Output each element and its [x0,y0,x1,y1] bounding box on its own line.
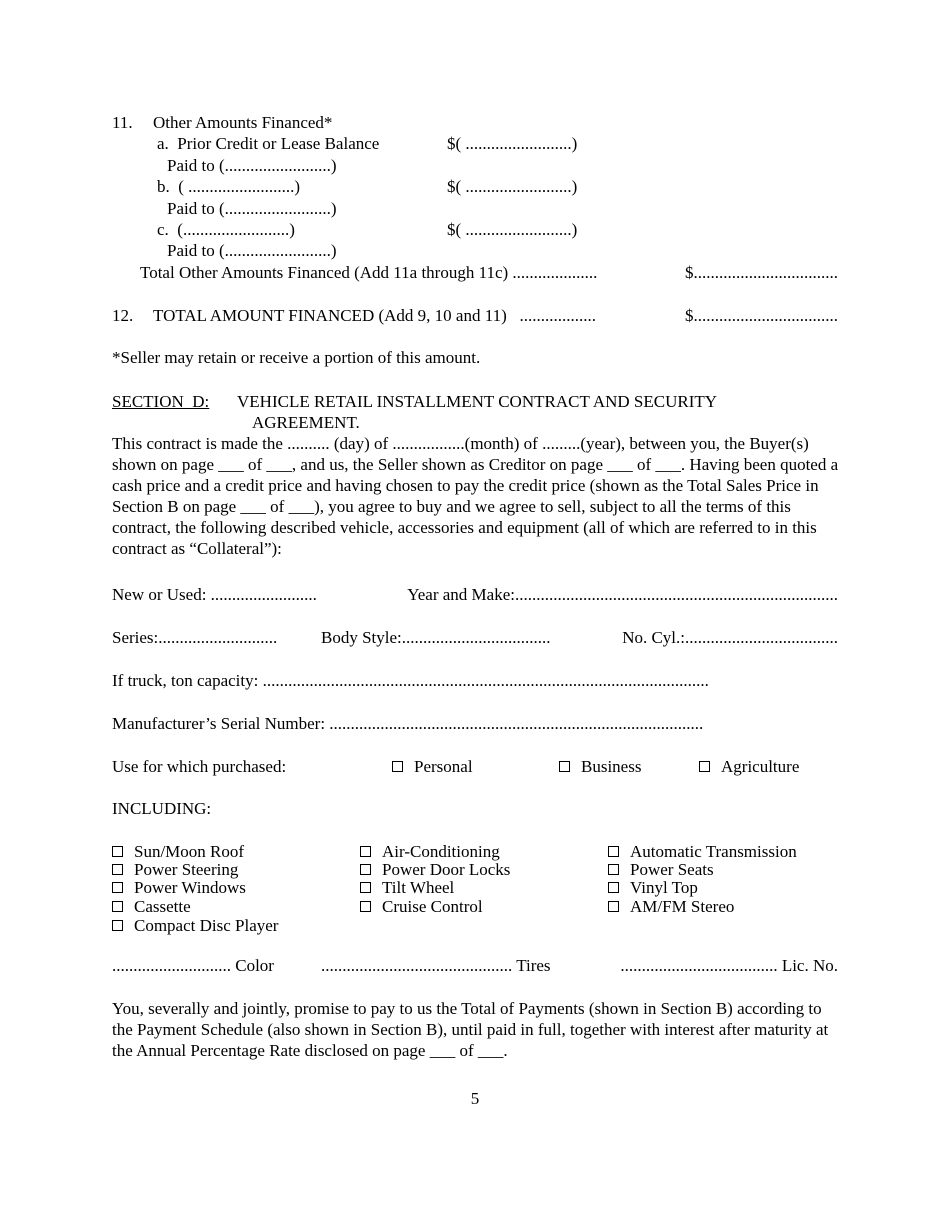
no-cyl-field[interactable]: No. Cyl.:.................................... [622,628,838,647]
body-style-field[interactable]: Body Style:................................... [321,628,551,647]
item-12-label: TOTAL AMOUNT FINANCED (Add 9, 10 and 11) .................. [153,306,596,325]
section-d-label: SECTION D: [112,392,210,411]
checkbox-icon[interactable] [112,901,123,912]
checkbox-icon[interactable] [392,761,403,772]
including-item[interactable]: Cassette [112,897,191,916]
checkbox-icon[interactable] [112,882,123,893]
truck-capacity-field[interactable]: If truck, ton capacity: ......................................................................................................... [112,671,709,690]
checkbox-icon[interactable] [360,846,371,857]
series-field[interactable]: Series:............................ [112,628,278,647]
item-11c-paid-to[interactable]: Paid to (.........................) [167,241,337,260]
checkbox-icon[interactable] [699,761,710,772]
tires-field[interactable]: ............................................. Tires [321,956,551,975]
including-item[interactable]: Power Steering [112,860,238,879]
page-number: 5 [470,1089,480,1108]
checkbox-icon[interactable] [608,846,619,857]
checkbox-icon[interactable] [360,864,371,875]
item-12-amount[interactable]: $.................................. [685,306,838,325]
item-11a-amount[interactable]: $( .........................) [447,134,578,153]
item-11a-paid-to[interactable]: Paid to (.........................) [167,156,337,175]
including-heading: INCLUDING: [112,799,212,818]
item-11c-amount[interactable]: $( .........................) [447,220,578,239]
year-make-field[interactable]: Year and Make:............................................................................ [407,585,838,604]
checkbox-icon[interactable] [112,846,123,857]
item-12-number: 12. [112,306,134,325]
checkbox-icon[interactable] [360,882,371,893]
item-11-title: Other Amounts Financed* [153,113,333,132]
including-item[interactable]: AM/FM Stereo [608,897,734,916]
section-d-body: This contract is made the .......... (day) of .................(month) of .........(year), between you, the Buyer(s) shown on page ___ of ___, and us, the Seller shown as Creditor on page ___ of ___. Having been quoted a cash price and a credit price and having chosen to pay the credit price (shown as the Total Sales Price in Section B on page ___ of ___), you agree to buy and we agree to sell, subject to all the terms of this contract, the following described vehicle, accessories and equipment (all of which are referred to in this contract as “Collateral”): [112,434,839,558]
item-11-total-label: Total Other Amounts Financed (Add 11a through 11c) .................... [140,263,598,282]
use-agriculture-label: Agriculture [721,757,800,776]
use-business-option[interactable] [559,756,641,777]
checkbox-icon[interactable] [608,882,619,893]
item-11b-paid-to[interactable]: Paid to (.........................) [167,199,337,218]
checkbox-icon[interactable] [608,864,619,875]
serial-number-field[interactable]: Manufacturer’s Serial Number: ........................................................................................ [112,714,704,733]
use-personal-option[interactable] [392,756,473,777]
item-11-number: 11. [112,113,133,132]
license-number-field[interactable]: ..................................... Lic. No. [620,956,838,975]
checkbox-icon[interactable] [112,864,123,875]
seller-note: *Seller may retain or receive a portion of this amount. [112,348,481,367]
including-item[interactable]: Power Seats [608,860,714,879]
item-11b-label[interactable]: b. ( .........................) [157,177,301,196]
item-11a-label: a. Prior Credit or Lease Balance [157,134,380,153]
including-item[interactable]: Automatic Transmission [608,842,797,861]
including-item[interactable]: Sun/Moon Roof [112,842,244,861]
use-personal-label: Personal [414,757,473,776]
including-item[interactable]: Power Windows [112,878,246,897]
use-label: Use for which purchased: [112,757,287,776]
checkbox-icon[interactable] [608,901,619,912]
item-11c-label[interactable]: c. (.........................) [157,220,295,239]
use-agriculture-option[interactable] [699,756,799,777]
item-11b-amount[interactable]: $( .........................) [447,177,578,196]
checkbox-icon[interactable] [360,901,371,912]
new-or-used-field[interactable]: New or Used: ......................... [112,585,317,604]
including-item[interactable]: Tilt Wheel [360,878,454,897]
section-d-title-line1: VEHICLE RETAIL INSTALLMENT CONTRACT AND SECURITY [237,392,718,411]
promise-paragraph: You, severally and jointly, promise to pay to us the Total of Payments (shown in Section B) according to the Payment Schedule (also shown in Section B), until paid in full, together with interest after maturity at the Annual Percentage Rate disclosed on page ___ of ___. [112,999,829,1060]
including-item[interactable]: Cruise Control [360,897,483,916]
including-item[interactable]: Compact Disc Player [112,916,278,935]
including-item[interactable]: Power Door Locks [360,860,510,879]
item-11-total-amount[interactable]: $.................................. [685,263,838,282]
section-d-title-line2: AGREEMENT. [252,413,360,432]
including-item[interactable]: Vinyl Top [608,878,698,897]
color-field[interactable]: ............................ Color [112,956,274,975]
checkbox-icon[interactable] [559,761,570,772]
checkbox-icon[interactable] [112,920,123,931]
use-business-label: Business [581,757,642,776]
including-item[interactable]: Air-Conditioning [360,842,500,861]
